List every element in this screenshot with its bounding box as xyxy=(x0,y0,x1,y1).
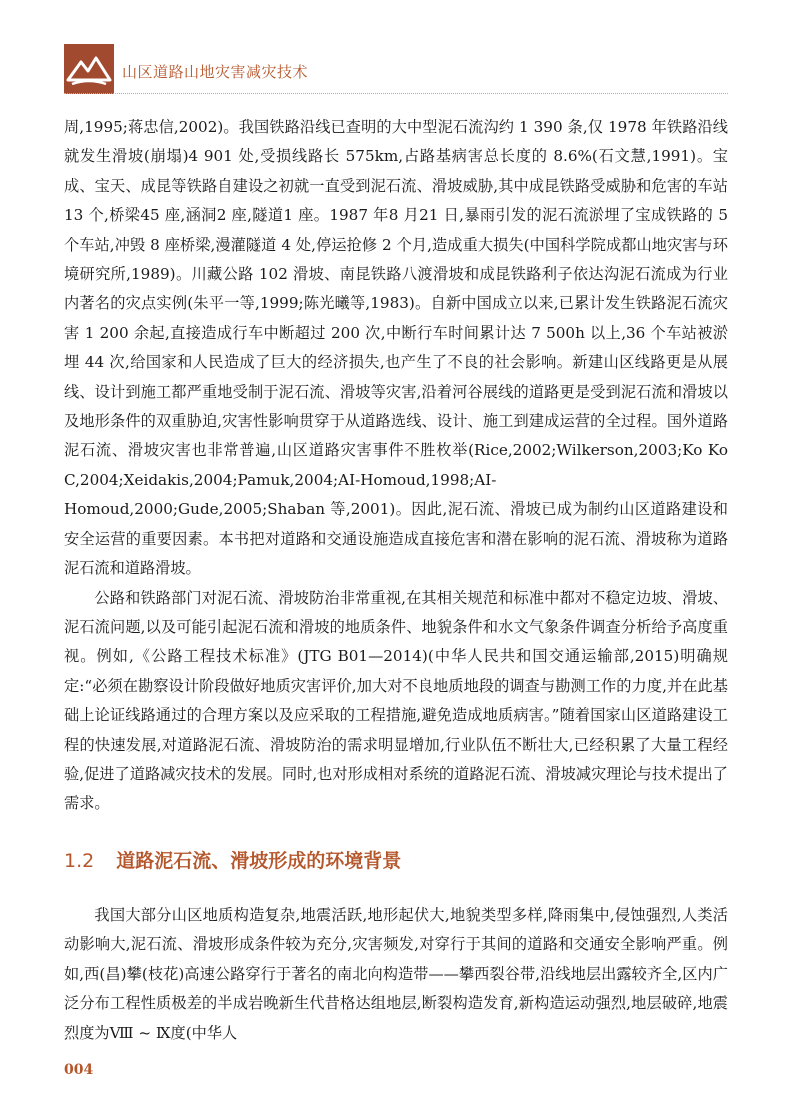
body-text xyxy=(64,113,728,819)
section-title: 道路泥石流、滑坡形成的环境背景 xyxy=(116,850,402,872)
paragraph: 我国大部分山区地质构造复杂,地震活跃,地形起伏大,地貌类型多样,降雨集中,侵蚀强烈,人类活动影响大,泥石流、滑坡形成条件较为充分,灾害频发,对穿行于其间的道路和交通安全影响严重。例如,西(昌)攀(枝花)高速公路穿行于著名的南北向构造带——攀西裂谷带,沿线地层出露较齐全,区内广泛分布工程性质极差的半成岩晚新生代昔格达组地层,断裂构造发育,新构造运动强烈,地层破碎,地震烈度为Ⅷ ~ Ⅸ度(中华人 xyxy=(64,906,728,1042)
section-heading xyxy=(64,846,728,873)
page-number: 004 xyxy=(64,1062,94,1078)
paragraph-continued: 周,1995;蒋忠信,2002)。我国铁路沿线已查明的大中型泥石流沟约 1 390 条,仅 1978 年铁路沿线就发生滑坡(崩塌)4 901 处,受损线路长 575km,占路基病害总长度的 8.6%(石文慧,1991)。宝成、宝天、成昆等铁路自建设之初就一直受到泥石流、滑坡威胁,其中成昆铁路受威胁和危害的车站 13 个,桥梁45 座,涵洞2 座,隧道1 座。1987 年8 月21 日,暴雨引发的泥石流淤埋了宝成铁路的 5 个车站,冲毁 8 座桥梁,漫灌隧道 4 处,停运抢修 2 个月,造成重大损失(中国科学院成都山地灾害与环境研究所,1989)。川藏公路 102 滑坡、南昆铁路八渡滑坡和成昆铁路利子依达沟泥石流成为行业内著名的灾点实例(朱平一等,1999;陈光曦等,1983)。自新中国成立以来,已累计发生铁路泥石流灾害 1 200 余起,直接造成行车中断超过 200 次,中断行车时间累计达 7 500h 以上,36 个车站被淤埋 44 次,给国家和人民造成了巨大的经济损失,也产生了不良的社会影响。新建山区线路更是从展线、设计到施工都严重地受制于泥石流、滑坡等灾害,沿着河谷展线的道路更是受到泥石流和滑坡以及地形条件的双重胁迫,灾害性影响贯穿于从道路选线、设计、施工到建成运营的全过程。国外道路泥石流、滑坡灾害也非常普遍,山区道路灾害事件不胜枚举(Rice,2002;Wilkerson,2003;Ko Ko C,2004;Xeidakis,2004;Pamuk,2004;AI-Homoud,1998;AI-Homoud,2000;Gude,2005;Shaban 等,2001)。因此,泥石流、滑坡已成为制约山区道路建设和安全运营的重要因素。本书把对道路和交通设施造成直接危害和潜在影响的泥石流、滑坡称为道路泥石流和道路滑坡。 xyxy=(64,118,728,578)
section-number: 1.2 xyxy=(64,850,95,872)
paragraph: 公路和铁路部门对泥石流、滑坡防治非常重视,在其相关规范和标准中都对不稳定边坡、滑坡、泥石流问题,以及可能引起泥石流和滑坡的地质条件、地貌条件和水文气象条件调查分析给予高度重视。例如,《公路工程技术标准》(JTG B01—2014)(中华人民共和国交通运输部,2015)明确规定:“必须在勘察设计阶段做好地质灾害评价,加大对不良地质地段的调查与勘测工作的力度,并在此基础上论证线路通过的合理方案以及应采取的工程措施,避免造成地质病害。”随着国家山区道路建设工程的快速发展,对道路泥石流、滑坡防治的需求明显增加,行业队伍不断壮大,已经积累了大量工程经验,促进了道路减灾技术的发展。同时,也对形成相对系统的道路泥石流、滑坡减灾理论与技术提出了需求。 xyxy=(64,588,728,813)
publisher-logo xyxy=(64,44,114,94)
section-body-text xyxy=(64,901,728,1048)
header-divider xyxy=(64,93,728,94)
mountain-logo-icon xyxy=(64,44,114,94)
running-header-title: 山区道路山地灾害减灾技术 xyxy=(122,63,309,81)
